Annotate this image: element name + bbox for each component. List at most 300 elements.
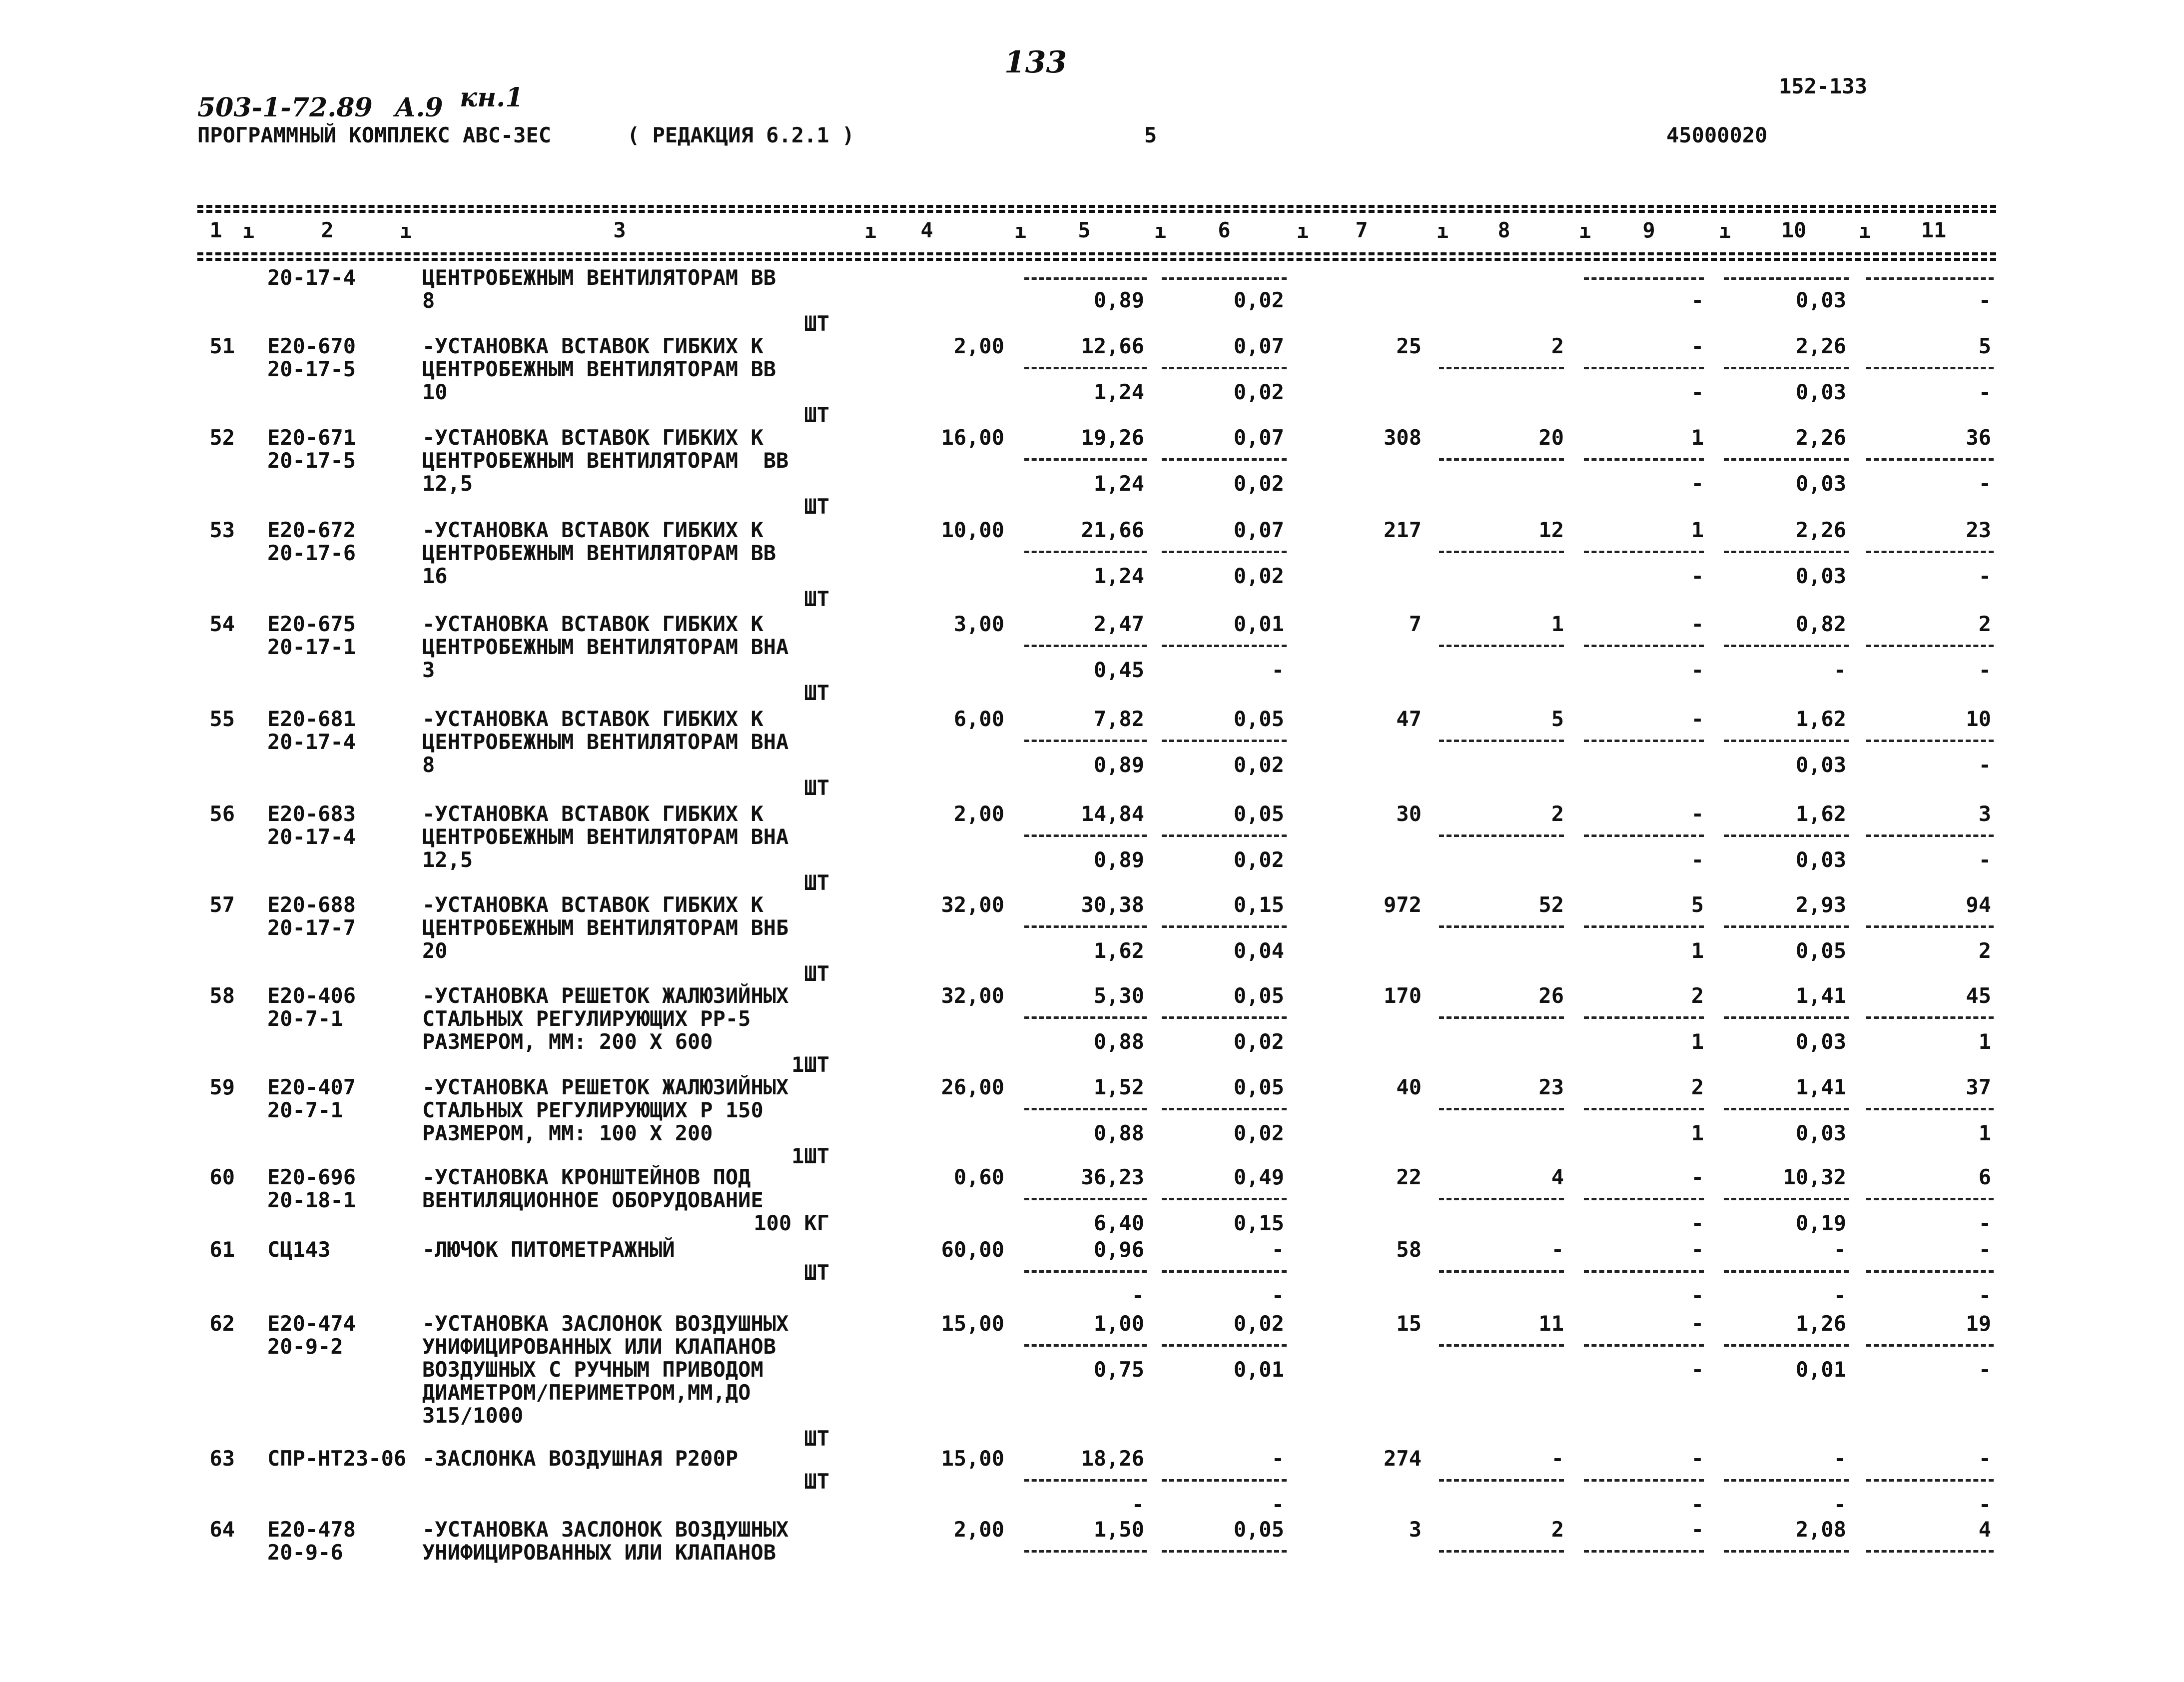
unit-of-measure: ШТ <box>804 494 829 519</box>
value-separator-rule <box>1866 1344 1994 1347</box>
col5-machine-cost: 0,45 <box>1093 658 1144 682</box>
value-separator-rule <box>1024 367 1147 369</box>
value-separator-rule <box>1866 551 1994 553</box>
col8-value: - <box>1551 1237 1564 1262</box>
norm-reference: 20-17-6 <box>267 541 356 565</box>
work-description-line: УНИФИЦИРОВАННЫХ ИЛИ КЛАПАНОВ <box>422 1540 776 1565</box>
col10-sub-value: - <box>1833 1283 1846 1308</box>
col10-sub-value: 0,19 <box>1795 1211 1846 1235</box>
col11-sub-value: - <box>1978 1283 1991 1308</box>
work-description-line: РАЗМЕРОМ, ММ: 200 Х 600 <box>422 1029 713 1054</box>
work-description-line: ВЕНТИЛЯЦИОННОЕ ОБОРУДОВАНИЕ <box>422 1188 763 1212</box>
col6-wage-cost: 0,01 <box>1233 612 1284 636</box>
col9-sub-value: - <box>1691 380 1704 404</box>
row-number: 57 <box>209 892 235 917</box>
quantity-value: 16,00 <box>941 425 1004 450</box>
col8-value: 52 <box>1538 892 1564 917</box>
value-separator-rule <box>1584 1198 1704 1200</box>
sheet-number: 5 <box>1144 123 1157 147</box>
value-separator-rule <box>1162 367 1287 369</box>
column-separator: ı <box>400 220 412 243</box>
quantity-value: 0,60 <box>953 1165 1004 1189</box>
work-description-line: 3 <box>422 658 435 682</box>
col11-value: 94 <box>1966 892 1991 917</box>
col10-labor-value: - <box>1833 1446 1846 1471</box>
work-description-line: -УСТАНОВКА ВСТАВОК ГИБКИХ К <box>422 334 763 358</box>
col10-labor-value: 1,62 <box>1795 707 1846 731</box>
col10-labor-value: - <box>1833 1237 1846 1262</box>
value-separator-rule <box>1724 925 1849 928</box>
value-separator-rule <box>1439 645 1564 647</box>
value-separator-rule <box>1162 925 1287 928</box>
value-separator-rule <box>1024 1344 1147 1347</box>
norm-code: Е20-696 <box>267 1165 356 1189</box>
value-separator-rule <box>1162 1550 1287 1553</box>
project-number-handwritten: 503-1-72.89 <box>197 92 373 123</box>
column-separator: ı <box>1437 220 1449 243</box>
col10-labor-value: 2,26 <box>1795 518 1846 542</box>
col7-value: 40 <box>1396 1075 1422 1099</box>
unit-of-measure: ШТ <box>804 1469 829 1494</box>
quantity-value: 6,00 <box>953 707 1004 731</box>
col9-sub-value: - <box>1691 1211 1704 1235</box>
col5-total-cost: 1,00 <box>1093 1311 1144 1336</box>
value-separator-rule <box>1866 740 1994 742</box>
col10-labor-value: 1,26 <box>1795 1311 1846 1336</box>
col9-value: - <box>1691 1165 1704 1189</box>
col10-labor-value: 2,26 <box>1795 425 1846 450</box>
col9-sub-value: - <box>1691 471 1704 496</box>
row-number: 63 <box>209 1446 235 1471</box>
value-separator-rule <box>1024 835 1147 837</box>
col8-value: 26 <box>1538 983 1564 1008</box>
value-separator-rule <box>1584 1016 1704 1019</box>
norm-code: СЦ143 <box>267 1237 331 1262</box>
col10-sub-value: 0,03 <box>1795 380 1846 404</box>
value-separator-rule <box>1439 1270 1564 1273</box>
col7-value: 58 <box>1396 1237 1422 1262</box>
row-number: 62 <box>209 1311 235 1336</box>
col11-value: 5 <box>1978 334 1991 358</box>
col11-value: 23 <box>1966 518 1991 542</box>
value-separator-rule <box>1866 925 1994 928</box>
column-separator: ı <box>1859 220 1871 243</box>
col9-value: - <box>1691 612 1704 636</box>
value-separator-rule <box>1866 1550 1994 1553</box>
value-separator-rule <box>1024 277 1147 280</box>
work-description-line: 8 <box>422 288 435 313</box>
unit-of-measure: ШТ <box>804 870 829 895</box>
col6-wage-cost: 0,05 <box>1233 1075 1284 1099</box>
col6-machine-wage: 0,15 <box>1233 1211 1284 1235</box>
col11-sub-value: - <box>1978 471 1991 496</box>
col11-sub-value: - <box>1978 847 1991 872</box>
value-separator-rule <box>1866 1108 1994 1110</box>
col9-sub-value: 1 <box>1691 1029 1704 1054</box>
header-bottom-rule-2 <box>197 258 1996 261</box>
norm-code: Е20-671 <box>267 425 356 450</box>
col10-sub-value: 0,03 <box>1795 288 1846 312</box>
value-separator-rule <box>1724 740 1849 742</box>
col6-wage-cost: - <box>1271 1446 1284 1471</box>
col9-value: 5 <box>1691 892 1704 917</box>
row-number: 51 <box>209 334 235 358</box>
value-separator-rule <box>1724 645 1849 647</box>
quantity-value: 2,00 <box>953 334 1004 358</box>
col6-machine-wage: 0,01 <box>1233 1357 1284 1382</box>
value-separator-rule <box>1866 1479 1994 1482</box>
value-separator-rule <box>1162 1479 1287 1482</box>
album-handwritten: А.9 <box>395 92 443 123</box>
unit-of-measure: 1ШТ <box>791 1052 829 1077</box>
value-separator-rule <box>1724 1479 1849 1482</box>
column-header-8: 8 <box>1497 218 1510 242</box>
work-description-line: ЦЕНТРОБЕЖНЫМ ВЕНТИЛЯТОРАМ ВВ <box>422 448 789 473</box>
row-number: 53 <box>209 518 235 542</box>
col5-machine-cost: 0,75 <box>1093 1357 1144 1382</box>
col5-machine-cost: 0,88 <box>1093 1121 1144 1145</box>
col5-machine-cost: 0,89 <box>1093 847 1144 872</box>
column-header-7: 7 <box>1355 218 1368 242</box>
col10-sub-value: - <box>1833 658 1846 682</box>
col7-value: 47 <box>1396 707 1422 731</box>
norm-reference: 20-9-6 <box>267 1540 343 1565</box>
col9-sub-value: - <box>1691 1283 1704 1308</box>
quantity-value: 15,00 <box>941 1446 1004 1471</box>
norm-reference: 20-17-5 <box>267 448 356 473</box>
quantity-value: 32,00 <box>941 983 1004 1008</box>
unit-of-measure: 100 КГ <box>753 1211 829 1235</box>
col7-value: 972 <box>1384 892 1422 917</box>
norm-code: Е20-670 <box>267 334 356 358</box>
col8-value: 4 <box>1551 1165 1564 1189</box>
value-separator-rule <box>1724 1270 1849 1273</box>
col6-machine-wage: - <box>1271 1492 1284 1517</box>
value-separator-rule <box>1866 458 1994 461</box>
col6-wage-cost: 0,05 <box>1233 1517 1284 1542</box>
quantity-value: 15,00 <box>941 1311 1004 1336</box>
work-description-line: СТАЛЬНЫХ РЕГУЛИРУЮЩИХ РР-5 <box>422 1006 751 1031</box>
col9-sub-value: - <box>1691 564 1704 588</box>
quantity-value: 2,00 <box>953 802 1004 826</box>
norm-reference: 20-17-7 <box>267 915 356 940</box>
value-separator-rule <box>1162 551 1287 553</box>
col10-sub-value: 0,03 <box>1795 847 1846 872</box>
col10-sub-value: 0,01 <box>1795 1357 1846 1382</box>
col9-value: 2 <box>1691 983 1704 1008</box>
row-number: 59 <box>209 1075 235 1099</box>
work-description-line: ЦЕНТРОБЕЖНЫМ ВЕНТИЛЯТОРАМ ВВ <box>422 541 776 565</box>
value-separator-rule <box>1724 277 1849 280</box>
norm-code: Е20-478 <box>267 1517 356 1542</box>
work-description-line: ЦЕНТРОБЕЖНЫМ ВЕНТИЛЯТОРАМ ВНА <box>422 635 789 659</box>
value-separator-rule <box>1866 1016 1994 1019</box>
col6-wage-cost: 0,02 <box>1233 1311 1284 1336</box>
value-separator-rule <box>1439 1198 1564 1200</box>
work-description-line: ЦЕНТРОБЕЖНЫМ ВЕНТИЛЯТОРАМ ВНА <box>422 730 789 754</box>
col11-sub-value: - <box>1978 1492 1991 1517</box>
value-separator-rule <box>1584 1108 1704 1110</box>
col6-machine-wage: 0,04 <box>1233 938 1284 963</box>
col9-value: 1 <box>1691 425 1704 450</box>
col10-labor-value: 2,93 <box>1795 892 1846 917</box>
quantity-value: 26,00 <box>941 1075 1004 1099</box>
col7-value: 217 <box>1384 518 1422 542</box>
value-separator-rule <box>1162 458 1287 461</box>
work-description-line: -УСТАНОВКА РЕШЕТОК ЖАЛЮЗИЙНЫХ <box>422 983 789 1008</box>
col5-total-cost: 19,26 <box>1081 425 1144 450</box>
col10-labor-value: 0,82 <box>1795 612 1846 636</box>
row-number: 54 <box>209 612 235 636</box>
col11-value: - <box>1978 1446 1991 1471</box>
value-separator-rule <box>1162 1344 1287 1347</box>
col5-machine-cost: - <box>1131 1283 1144 1308</box>
value-separator-rule <box>1024 1550 1147 1553</box>
col11-sub-value: 1 <box>1978 1121 1991 1145</box>
value-separator-rule <box>1439 1550 1564 1553</box>
value-separator-rule <box>1439 551 1564 553</box>
col6-machine-wage: 0,02 <box>1233 753 1284 777</box>
col6-machine-wage: 0,02 <box>1233 288 1284 312</box>
value-separator-rule <box>1162 1198 1287 1200</box>
col9-sub-value: - <box>1691 658 1704 682</box>
col11-value: 45 <box>1966 983 1991 1008</box>
value-separator-rule <box>1024 1108 1147 1110</box>
value-separator-rule <box>1162 1108 1287 1110</box>
work-description-line: -УСТАНОВКА ВСТАВОК ГИБКИХ К <box>422 707 763 731</box>
work-description-line: ДИАМЕТРОМ/ПЕРИМЕТРОМ,ММ,ДО <box>422 1380 751 1405</box>
column-separator: ı <box>1579 220 1591 243</box>
col6-machine-wage: - <box>1271 658 1284 682</box>
value-separator-rule <box>1439 1108 1564 1110</box>
value-separator-rule <box>1866 1270 1994 1273</box>
work-description-line: -УСТАНОВКА РЕШЕТОК ЖАЛЮЗИЙНЫХ <box>422 1075 789 1099</box>
work-description-line: РАЗМЕРОМ, ММ: 100 Х 200 <box>422 1121 713 1145</box>
norm-reference: 20-17-4 <box>267 730 356 754</box>
col9-value: - <box>1691 1517 1704 1542</box>
col8-value: 1 <box>1551 612 1564 636</box>
col10-labor-value: 1,62 <box>1795 802 1846 826</box>
row-number: 55 <box>209 707 235 731</box>
col6-wage-cost: 0,15 <box>1233 892 1284 917</box>
value-separator-rule <box>1024 551 1147 553</box>
work-description-line: -УСТАНОВКА ВСТАВОК ГИБКИХ К <box>422 612 763 636</box>
column-separator: ı <box>1297 220 1309 243</box>
column-header-5: 5 <box>1078 218 1091 242</box>
norm-code: СПР-НТ23-06 <box>267 1446 407 1471</box>
value-separator-rule <box>1866 1198 1994 1200</box>
col9-sub-value: - <box>1691 1492 1704 1517</box>
col10-sub-value: 0,05 <box>1795 938 1846 963</box>
column-separator: ı <box>864 220 877 243</box>
value-separator-rule <box>1439 835 1564 837</box>
book-handwritten: кн.1 <box>460 82 524 113</box>
unit-of-measure: ШТ <box>804 587 829 611</box>
work-description-line: ВОЗДУШНЫХ С РУЧНЫМ ПРИВОДОМ <box>422 1357 763 1382</box>
value-separator-rule <box>1584 551 1704 553</box>
col11-sub-value: - <box>1978 753 1991 777</box>
value-separator-rule <box>1866 367 1994 369</box>
col5-machine-cost: 1,24 <box>1093 380 1144 404</box>
value-separator-rule <box>1584 1550 1704 1553</box>
col7-value: 308 <box>1384 425 1422 450</box>
col8-value: 2 <box>1551 1517 1564 1542</box>
norm-reference: 20-17-4 <box>267 265 356 290</box>
column-header-9: 9 <box>1642 218 1655 242</box>
col10-labor-value: 1,41 <box>1795 983 1846 1008</box>
program-title: ПРОГРАММНЫЙ КОМПЛЕКС АВС-3ЕС <box>197 123 552 147</box>
col6-wage-cost: 0,07 <box>1233 425 1284 450</box>
col6-machine-wage: 0,02 <box>1233 564 1284 588</box>
col5-total-cost: 36,23 <box>1081 1165 1144 1189</box>
table-top-rule-2 <box>197 210 1996 213</box>
column-header-2: 2 <box>321 218 334 242</box>
value-separator-rule <box>1724 835 1849 837</box>
col5-machine-cost: 1,24 <box>1093 471 1144 496</box>
column-separator: ı <box>1719 220 1731 243</box>
col7-value: 274 <box>1384 1446 1422 1471</box>
col5-total-cost: 0,96 <box>1093 1237 1144 1262</box>
col7-value: 170 <box>1384 983 1422 1008</box>
col11-value: 19 <box>1966 1311 1991 1336</box>
row-number: 60 <box>209 1165 235 1189</box>
norm-reference: 20-17-4 <box>267 825 356 849</box>
col5-machine-cost: - <box>1131 1492 1144 1517</box>
col7-value: 25 <box>1396 334 1422 358</box>
value-separator-rule <box>1162 1270 1287 1273</box>
col8-value: 2 <box>1551 334 1564 358</box>
value-separator-rule <box>1584 1270 1704 1273</box>
value-separator-rule <box>1724 1198 1849 1200</box>
column-header-3: 3 <box>613 218 626 242</box>
work-description-line: -УСТАНОВКА ВСТАВОК ГИБКИХ К <box>422 802 763 826</box>
col7-value: 15 <box>1396 1311 1422 1336</box>
col8-value: 12 <box>1538 518 1564 542</box>
work-description-line: -ЛЮЧОК ПИТОМЕТРАЖНЫЙ <box>422 1237 675 1262</box>
col7-value: 22 <box>1396 1165 1422 1189</box>
col10-labor-value: 2,08 <box>1795 1517 1846 1542</box>
norm-reference: 20-7-1 <box>267 1006 343 1031</box>
col9-sub-value: 1 <box>1691 938 1704 963</box>
value-separator-rule <box>1724 458 1849 461</box>
col6-wage-cost: 0,49 <box>1233 1165 1284 1189</box>
unit-of-measure: ШТ <box>804 1260 829 1285</box>
value-separator-rule <box>1024 1016 1147 1019</box>
norm-reference: 20-17-1 <box>267 635 356 659</box>
norm-reference: 20-17-5 <box>267 357 356 381</box>
col6-wage-cost: 0,05 <box>1233 983 1284 1008</box>
col5-total-cost: 14,84 <box>1081 802 1144 826</box>
col11-sub-value: - <box>1978 564 1991 588</box>
row-number: 64 <box>209 1517 235 1542</box>
quantity-value: 2,00 <box>953 1517 1004 1542</box>
value-separator-rule <box>1439 367 1564 369</box>
work-description-line: СТАЛЬНЫХ РЕГУЛИРУЮЩИХ Р 150 <box>422 1098 763 1122</box>
work-description-line: 10 <box>422 380 448 404</box>
value-separator-rule <box>1866 835 1994 837</box>
doc-number: 45000020 <box>1666 123 1768 147</box>
value-separator-rule <box>1024 458 1147 461</box>
column-header-1: 1 <box>209 218 222 242</box>
value-separator-rule <box>1439 1344 1564 1347</box>
col9-sub-value: - <box>1691 847 1704 872</box>
column-header-11: 11 <box>1921 218 1947 242</box>
work-description-line: -УСТАНОВКА ЗАСЛОНОК ВОЗДУШНЫХ <box>422 1311 789 1336</box>
value-separator-rule <box>1584 835 1704 837</box>
col10-labor-value: 1,41 <box>1795 1075 1846 1099</box>
col11-sub-value: - <box>1978 380 1991 404</box>
col6-wage-cost: 0,05 <box>1233 802 1284 826</box>
col8-value: - <box>1551 1446 1564 1471</box>
col11-value: 10 <box>1966 707 1991 731</box>
col8-value: 5 <box>1551 707 1564 731</box>
col6-wage-cost: - <box>1271 1237 1284 1262</box>
column-separator: ı <box>242 220 255 243</box>
col9-value: - <box>1691 334 1704 358</box>
value-separator-rule <box>1024 1198 1147 1200</box>
value-separator-rule <box>1584 740 1704 742</box>
norm-code: Е20-474 <box>267 1311 356 1336</box>
value-separator-rule <box>1724 1108 1849 1110</box>
col11-value: 37 <box>1966 1075 1991 1099</box>
col9-value: 2 <box>1691 1075 1704 1099</box>
col11-sub-value: - <box>1978 288 1991 312</box>
value-separator-rule <box>1162 645 1287 647</box>
norm-reference: 20-9-2 <box>267 1334 343 1359</box>
unit-of-measure: ШТ <box>804 681 829 705</box>
col11-sub-value: - <box>1978 1357 1991 1382</box>
col5-machine-cost: 0,88 <box>1093 1029 1144 1054</box>
work-description-line: -УСТАНОВКА ВСТАВОК ГИБКИХ К <box>422 425 763 450</box>
value-separator-rule <box>1584 925 1704 928</box>
value-separator-rule <box>1024 1479 1147 1482</box>
row-number: 61 <box>209 1237 235 1262</box>
norm-code: Е20-688 <box>267 892 356 917</box>
col7-value: 30 <box>1396 802 1422 826</box>
value-separator-rule <box>1724 367 1849 369</box>
col10-labor-value: 10,32 <box>1783 1165 1846 1189</box>
col8-value: 20 <box>1538 425 1564 450</box>
unit-of-measure: ШТ <box>804 311 829 336</box>
work-description-line: -УСТАНОВКА ВСТАВОК ГИБКИХ К <box>422 892 763 917</box>
edition-label: ( РЕДАКЦИЯ 6.2.1 ) <box>627 123 855 147</box>
norm-code: Е20-681 <box>267 707 356 731</box>
value-separator-rule <box>1162 835 1287 837</box>
value-separator-rule <box>1584 1479 1704 1482</box>
col5-machine-cost: 6,40 <box>1093 1211 1144 1235</box>
unit-of-measure: ШТ <box>804 1426 829 1451</box>
work-description-line: -УСТАНОВКА КРОНШТЕЙНОВ ПОД <box>422 1165 751 1189</box>
col5-total-cost: 30,38 <box>1081 892 1144 917</box>
work-description-line: ЦЕНТРОБЕЖНЫМ ВЕНТИЛЯТОРАМ ВНБ <box>422 915 789 940</box>
work-description-line: 12,5 <box>422 847 473 872</box>
value-separator-rule <box>1439 740 1564 742</box>
work-description-line: ЦЕНТРОБЕЖНЫМ ВЕНТИЛЯТОРАМ ВВ <box>422 357 776 381</box>
col11-value: - <box>1978 1237 1991 1262</box>
value-separator-rule <box>1584 645 1704 647</box>
col5-total-cost: 1,52 <box>1093 1075 1144 1099</box>
norm-code: Е20-672 <box>267 518 356 542</box>
table-top-rule <box>197 205 1996 208</box>
work-description-line: УНИФИЦИРОВАННЫХ ИЛИ КЛАПАНОВ <box>422 1334 776 1359</box>
col9-value: - <box>1691 1237 1704 1262</box>
work-description-line: -УСТАНОВКА ВСТАВОК ГИБКИХ К <box>422 518 763 542</box>
value-separator-rule <box>1439 1479 1564 1482</box>
col9-value: - <box>1691 1446 1704 1471</box>
col11-sub-value: 2 <box>1978 938 1991 963</box>
value-separator-rule <box>1439 925 1564 928</box>
column-header-4: 4 <box>920 218 933 242</box>
